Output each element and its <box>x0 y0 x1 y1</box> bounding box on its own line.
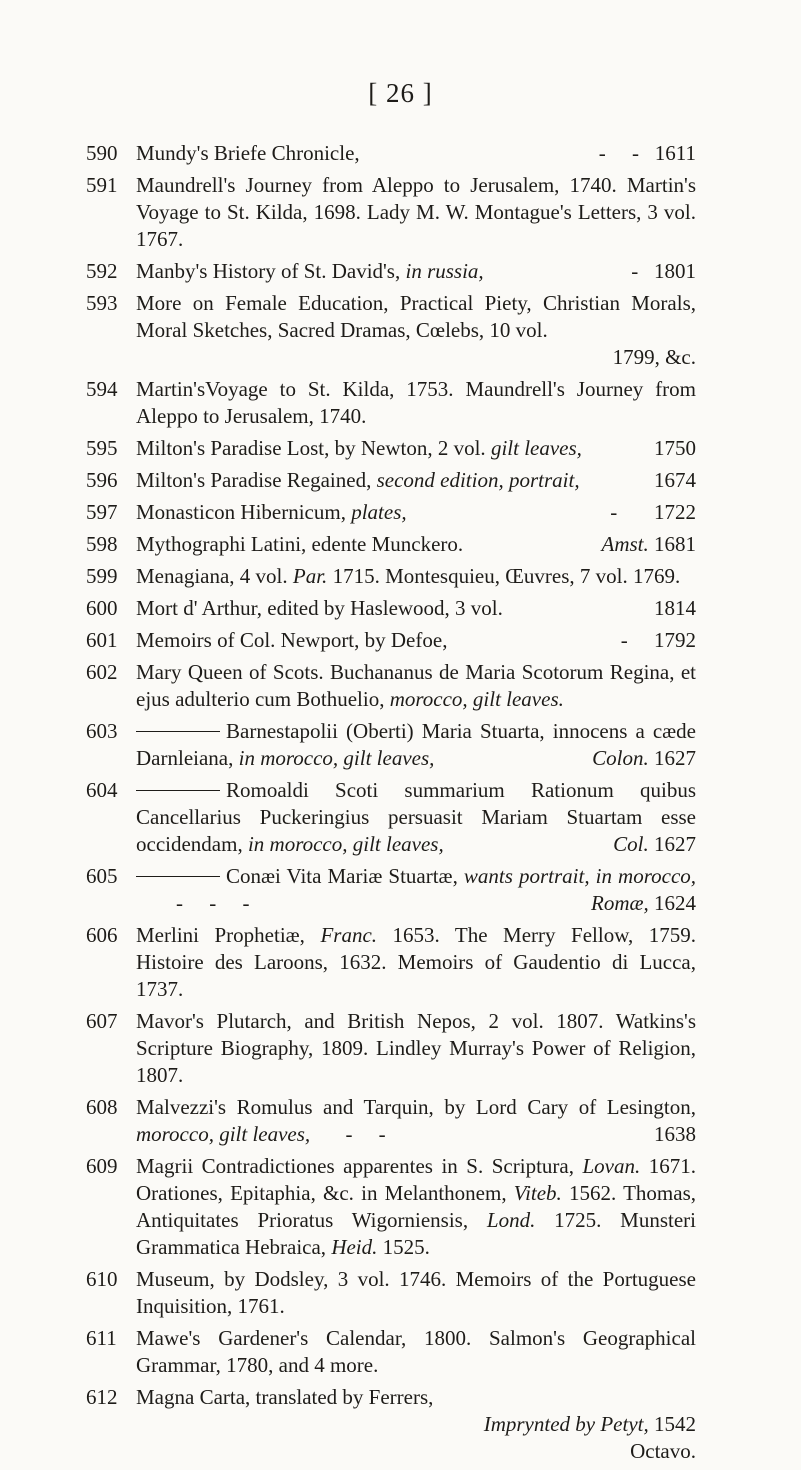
lot-number: 605 <box>86 864 118 888</box>
entry-dashes: - - - <box>176 891 250 915</box>
lot-number: 593 <box>86 291 118 315</box>
lot-number: 610 <box>86 1267 118 1291</box>
entry-title: Merlini Prophetiæ, <box>136 923 305 947</box>
lot-number: 607 <box>86 1009 118 1033</box>
lot-number: 591 <box>86 173 118 197</box>
entry-binding: in morocco, gilt leaves, <box>238 746 435 770</box>
entry-date: 1638 <box>654 1122 696 1146</box>
entry-dashes: - - <box>345 1122 386 1146</box>
catalogue-entry <box>86 1094 696 1148</box>
entry-date: - - 1611 <box>598 141 696 165</box>
catalogue-entries <box>86 140 697 1470</box>
entry-date: 1627 <box>654 746 696 770</box>
catalogue-entry <box>86 1008 696 1089</box>
entry-binding: plates, <box>351 500 407 524</box>
lot-number: 609 <box>86 1154 118 1178</box>
entry-date: 1674 <box>654 468 696 492</box>
entry-binding: second edition, portrait, <box>376 468 580 492</box>
ditto-dash <box>136 790 220 791</box>
entry-place: Amst. <box>601 532 649 556</box>
entry-text: Mary Queen of Scots. Buchananus de Maria Scotorum Regina, et ejus adulterio cum Bothuelio, <box>136 660 696 711</box>
entry-place: Lond. <box>486 1208 536 1232</box>
lot-number: 601 <box>86 628 118 652</box>
entry-text: Mavor's Plutarch, and British Nepos, 2 vol. 1807. Watkins's Scripture Biography, 1809. Lindley Murray's Power of Religion, 1807. <box>136 1009 696 1087</box>
entry-text: Mawe's Gardener's Calendar, 1800. Salmon's Geographical Grammar, 1780, and 4 more. <box>136 1326 696 1377</box>
entry-binding: morocco, gilt leaves. <box>389 687 564 711</box>
entry-date: 1525. <box>382 1235 430 1259</box>
entry-date: - 1792 <box>620 628 696 652</box>
lot-number: 592 <box>86 259 118 283</box>
lot-number: 612 <box>86 1385 118 1409</box>
entry-text: 1671. Orationes, Epitaphia, &c. in Melanthonem, <box>136 1154 696 1205</box>
entry-date: 1542 <box>654 1412 696 1436</box>
entry-text: 1653. The Merry Fellow, 1759. Histoire des Laroons, 1632. Memoirs of Gaudentio di Lucca, 1737. <box>136 923 697 1001</box>
entry-title: Memoirs of Col. Newport, by Defoe, <box>136 628 448 652</box>
entry-binding: in morocco, gilt leaves, <box>247 832 444 856</box>
catalogue-entry <box>86 1325 696 1379</box>
page-number-header: [ 26 ] <box>368 78 433 108</box>
lot-number: 596 <box>86 468 118 492</box>
entry-title: Mundy's Briefe Chronicle, <box>136 141 360 165</box>
lot-number: 608 <box>86 1095 118 1119</box>
entry-text: Romoaldi Scoti summarium Rationum quibus Cancellarius Puckeringius persuasit Mariam Stuartam esse occidendam, <box>136 778 696 856</box>
ditto-dash <box>136 731 220 732</box>
entry-text: Museum, by Dodsley, 3 vol. 1746. Memoirs of the Portuguese Inquisition, 1761. <box>136 1267 696 1318</box>
entry-text: Magrii Contradictiones apparentes in S. Scriptura, <box>136 1154 574 1178</box>
catalogue-entry <box>86 627 696 654</box>
entry-printer: Imprynted by Petyt, <box>483 1412 649 1436</box>
catalogue-entry <box>86 1266 696 1320</box>
entry-place: Colon. <box>592 746 649 770</box>
lot-number: 600 <box>86 596 118 620</box>
section-footer: Octavo. <box>630 1439 696 1463</box>
catalogue-entry <box>86 376 696 430</box>
entry-place: Romæ, <box>591 891 649 915</box>
lot-number: 594 <box>86 377 118 401</box>
catalogue-entry <box>86 258 696 285</box>
lot-number: 597 <box>86 500 118 524</box>
entry-text: Malvezzi's Romulus and Tarquin, by Lord Cary of Lesington, <box>136 1095 696 1119</box>
catalogue-entry <box>86 1384 696 1465</box>
entry-title: Monasticon Hibernicum, <box>136 500 346 524</box>
catalogue-entry <box>86 172 696 253</box>
entry-text: 1562. Thomas, Antiquitates Prioratus Wigorniensis, <box>136 1181 697 1232</box>
catalogue-entry <box>86 531 696 558</box>
entry-text: Martin'sVoyage to St. Kilda, 1753. Maundrell's Journey from Aleppo to Jerusalem, 1740. <box>136 377 696 428</box>
catalogue-entry <box>86 922 697 1003</box>
entry-place: Par. <box>292 564 328 588</box>
entry-text: Barnestapolii (Oberti) Maria Stuarta, innocens a cæde Darnleiana, <box>136 719 696 770</box>
lot-number: 604 <box>86 778 118 802</box>
entry-text: More on Female Education, Practical Piety, Christian Morals, Moral Sketches, Sacred Dramas, Cœlebs, 10 vol. <box>136 291 696 342</box>
lot-number: 603 <box>86 719 118 743</box>
catalogue-entry <box>86 659 696 713</box>
entry-title: Manby's History of St. David's, <box>136 259 401 283</box>
lot-number: 599 <box>86 564 118 588</box>
entry-text: Magna Carta, translated by Ferrers, <box>136 1385 434 1409</box>
entry-place: Franc. <box>320 923 378 947</box>
entry-binding: wants portrait, in morocco, <box>463 864 697 888</box>
entry-date: 1799, &c. <box>612 345 696 369</box>
catalogue-entry <box>86 499 696 526</box>
entry-date: - 1801 <box>631 259 696 283</box>
entry-place: Viteb. <box>513 1181 562 1205</box>
entry-date: 1627 <box>654 832 696 856</box>
entry-text: 1715. Montesquieu, Œuvres, 7 vol. 1769. <box>332 564 681 588</box>
entry-binding: in russia, <box>405 259 484 283</box>
ditto-dash <box>136 876 220 877</box>
entry-date: - 1722 <box>610 500 696 524</box>
entry-text: 1725. Munsteri Grammatica Hebraica, <box>136 1208 696 1259</box>
entry-text: Conæi Vita Mariæ Stuartæ, <box>226 864 458 888</box>
lot-number: 590 <box>86 141 118 165</box>
entry-binding: morocco, gilt leaves, <box>136 1122 311 1146</box>
lot-number: 598 <box>86 532 118 556</box>
entry-place: Lovan. <box>582 1154 641 1178</box>
catalogue-entry <box>86 595 696 622</box>
catalogue-entry <box>86 563 696 590</box>
entry-text: Maundrell's Journey from Aleppo to Jerusalem, 1740. Martin's Voyage to St. Kilda, 1698. Lady M. W. Montague's Letters, 3 vol. 1767. <box>136 173 696 251</box>
catalogue-entry <box>86 1153 697 1261</box>
entry-date: 1624 <box>654 891 696 915</box>
entry-place: Heid. <box>331 1235 378 1259</box>
entry-title: Menagiana, 4 vol. <box>136 564 288 588</box>
catalogue-entry <box>86 467 696 494</box>
entry-place: Col. <box>613 832 649 856</box>
entry-binding: gilt leaves, <box>490 436 582 460</box>
entry-title: Milton's Paradise Regained, <box>136 468 372 492</box>
catalogue-entry <box>86 290 696 371</box>
lot-number: 602 <box>86 660 118 684</box>
catalogue-entry <box>86 777 696 858</box>
catalogue-entry <box>86 718 696 772</box>
catalogue-entry <box>86 863 697 917</box>
entry-date: 1814 <box>654 596 696 620</box>
catalogue-entry <box>86 435 696 462</box>
lot-number: 606 <box>86 923 118 947</box>
lot-number: 595 <box>86 436 118 460</box>
entry-date: 1750 <box>654 436 696 460</box>
entry-date: 1681 <box>654 532 696 556</box>
lot-number: 611 <box>86 1326 117 1350</box>
entry-title: Mort d' Arthur, edited by Haslewood, 3 vol. <box>136 596 503 620</box>
entry-title: Mythographi Latini, edente Munckero. <box>136 532 464 556</box>
entry-title: Milton's Paradise Lost, by Newton, 2 vol. <box>136 436 486 460</box>
catalogue-entry <box>86 140 696 167</box>
